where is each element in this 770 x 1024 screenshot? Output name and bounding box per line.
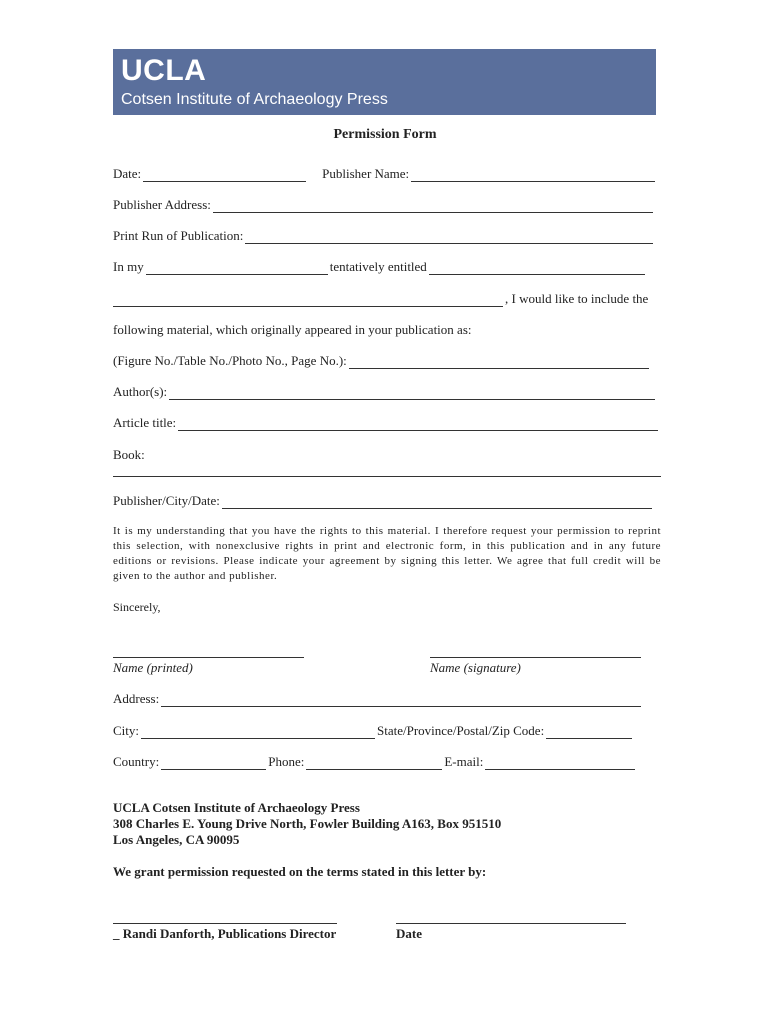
country-label: Country:	[113, 754, 160, 769]
name-signature-label: Name (signature)	[430, 660, 521, 675]
print-run-row	[113, 226, 655, 244]
date-field[interactable]	[143, 168, 306, 182]
date-publisher-row	[113, 164, 657, 182]
article-field[interactable]	[178, 417, 658, 431]
tentatively-label: tentatively entitled	[329, 259, 427, 274]
city-row	[113, 721, 634, 739]
article-row	[113, 413, 660, 431]
director-signature-field[interactable]	[113, 923, 337, 924]
name-signature-field[interactable]	[430, 657, 641, 658]
authors-label: Author(s):	[113, 384, 168, 399]
publisher-address-row	[113, 195, 655, 213]
press-name: Cotsen Institute of Archaeology Press	[121, 91, 388, 108]
publisher-name-field[interactable]	[411, 168, 655, 182]
article-label: Article title:	[113, 415, 177, 430]
country-field[interactable]	[161, 756, 266, 770]
ucla-logo-text: UCLA	[121, 54, 207, 87]
book-field[interactable]	[113, 476, 661, 477]
pubcity-row	[113, 491, 654, 509]
press-address-line2: 308 Charles E. Young Drive North, Fowler Building A163, Box 951510	[113, 816, 502, 831]
director-label: _ Randi Danforth, Publications Director	[113, 926, 337, 941]
form-title: Permission Form	[333, 127, 437, 142]
sincerely-row	[113, 597, 161, 615]
country-row	[113, 752, 637, 770]
date-label: Date:	[113, 166, 142, 181]
ucla-banner	[113, 49, 656, 115]
pubcity-field[interactable]	[222, 495, 652, 509]
email-label: E-mail:	[444, 754, 484, 769]
pubcity-label: Publisher/City/Date:	[113, 493, 220, 508]
press-address-line3: Los Angeles, CA 90095	[113, 832, 240, 847]
city-label: City:	[113, 723, 140, 738]
work-type-field[interactable]	[146, 261, 328, 275]
publisher-address-field[interactable]	[213, 199, 653, 213]
following-text: following material, which originally appeared in your publication as:	[113, 322, 472, 337]
email-field[interactable]	[485, 756, 635, 770]
press-address-block	[113, 800, 501, 848]
grant-date-label: Date	[396, 926, 422, 941]
name-printed-label: Name (printed)	[113, 660, 193, 675]
state-label: State/Province/Postal/Zip Code:	[377, 723, 545, 738]
grant-date-field[interactable]	[396, 923, 626, 924]
tentative-title-field[interactable]	[429, 261, 645, 275]
authors-field[interactable]	[169, 386, 655, 400]
publisher-address-label: Publisher Address:	[113, 197, 211, 212]
grant-text: We grant permission requested on the terms stated in this letter by:	[113, 864, 487, 879]
address-field[interactable]	[161, 693, 641, 707]
print-run-field[interactable]	[245, 230, 653, 244]
in-my-label: In my	[113, 259, 144, 274]
address-label: Address:	[113, 691, 160, 706]
print-run-label: Print Run of Publication:	[113, 228, 244, 243]
authors-row	[113, 382, 657, 400]
include-row	[113, 289, 648, 307]
figure-row	[113, 351, 651, 369]
understanding-paragraph: It is my understanding that you have the rights to this material. I therefore request your permission to reprint this selection, with nonexclusive rights in print and electronic form, in this publication and in any future editions or revisions. Please indicate your agreement by signing this letter. We agree that full credit will be given to the author and publisher.	[113, 525, 661, 582]
figure-label: (Figure No./Table No./Photo No., Page No.):	[113, 353, 347, 368]
phone-field[interactable]	[306, 756, 442, 770]
following-row	[113, 320, 471, 338]
sincerely-text: Sincerely,	[113, 600, 161, 614]
state-field[interactable]	[546, 725, 632, 739]
in-my-row	[113, 257, 647, 275]
publisher-name-label: Publisher Name:	[322, 166, 410, 181]
phone-label: Phone:	[268, 754, 305, 769]
book-row	[113, 445, 145, 463]
address-row	[113, 689, 643, 707]
press-address-line1: UCLA Cotsen Institute of Archaeology Press	[113, 800, 360, 815]
figure-field[interactable]	[349, 355, 649, 369]
city-field[interactable]	[141, 725, 375, 739]
book-label: Book:	[113, 447, 145, 462]
name-printed-field[interactable]	[113, 657, 304, 658]
tentative-title-continued-field[interactable]	[113, 293, 503, 307]
include-label: , I would like to include the	[505, 291, 649, 306]
